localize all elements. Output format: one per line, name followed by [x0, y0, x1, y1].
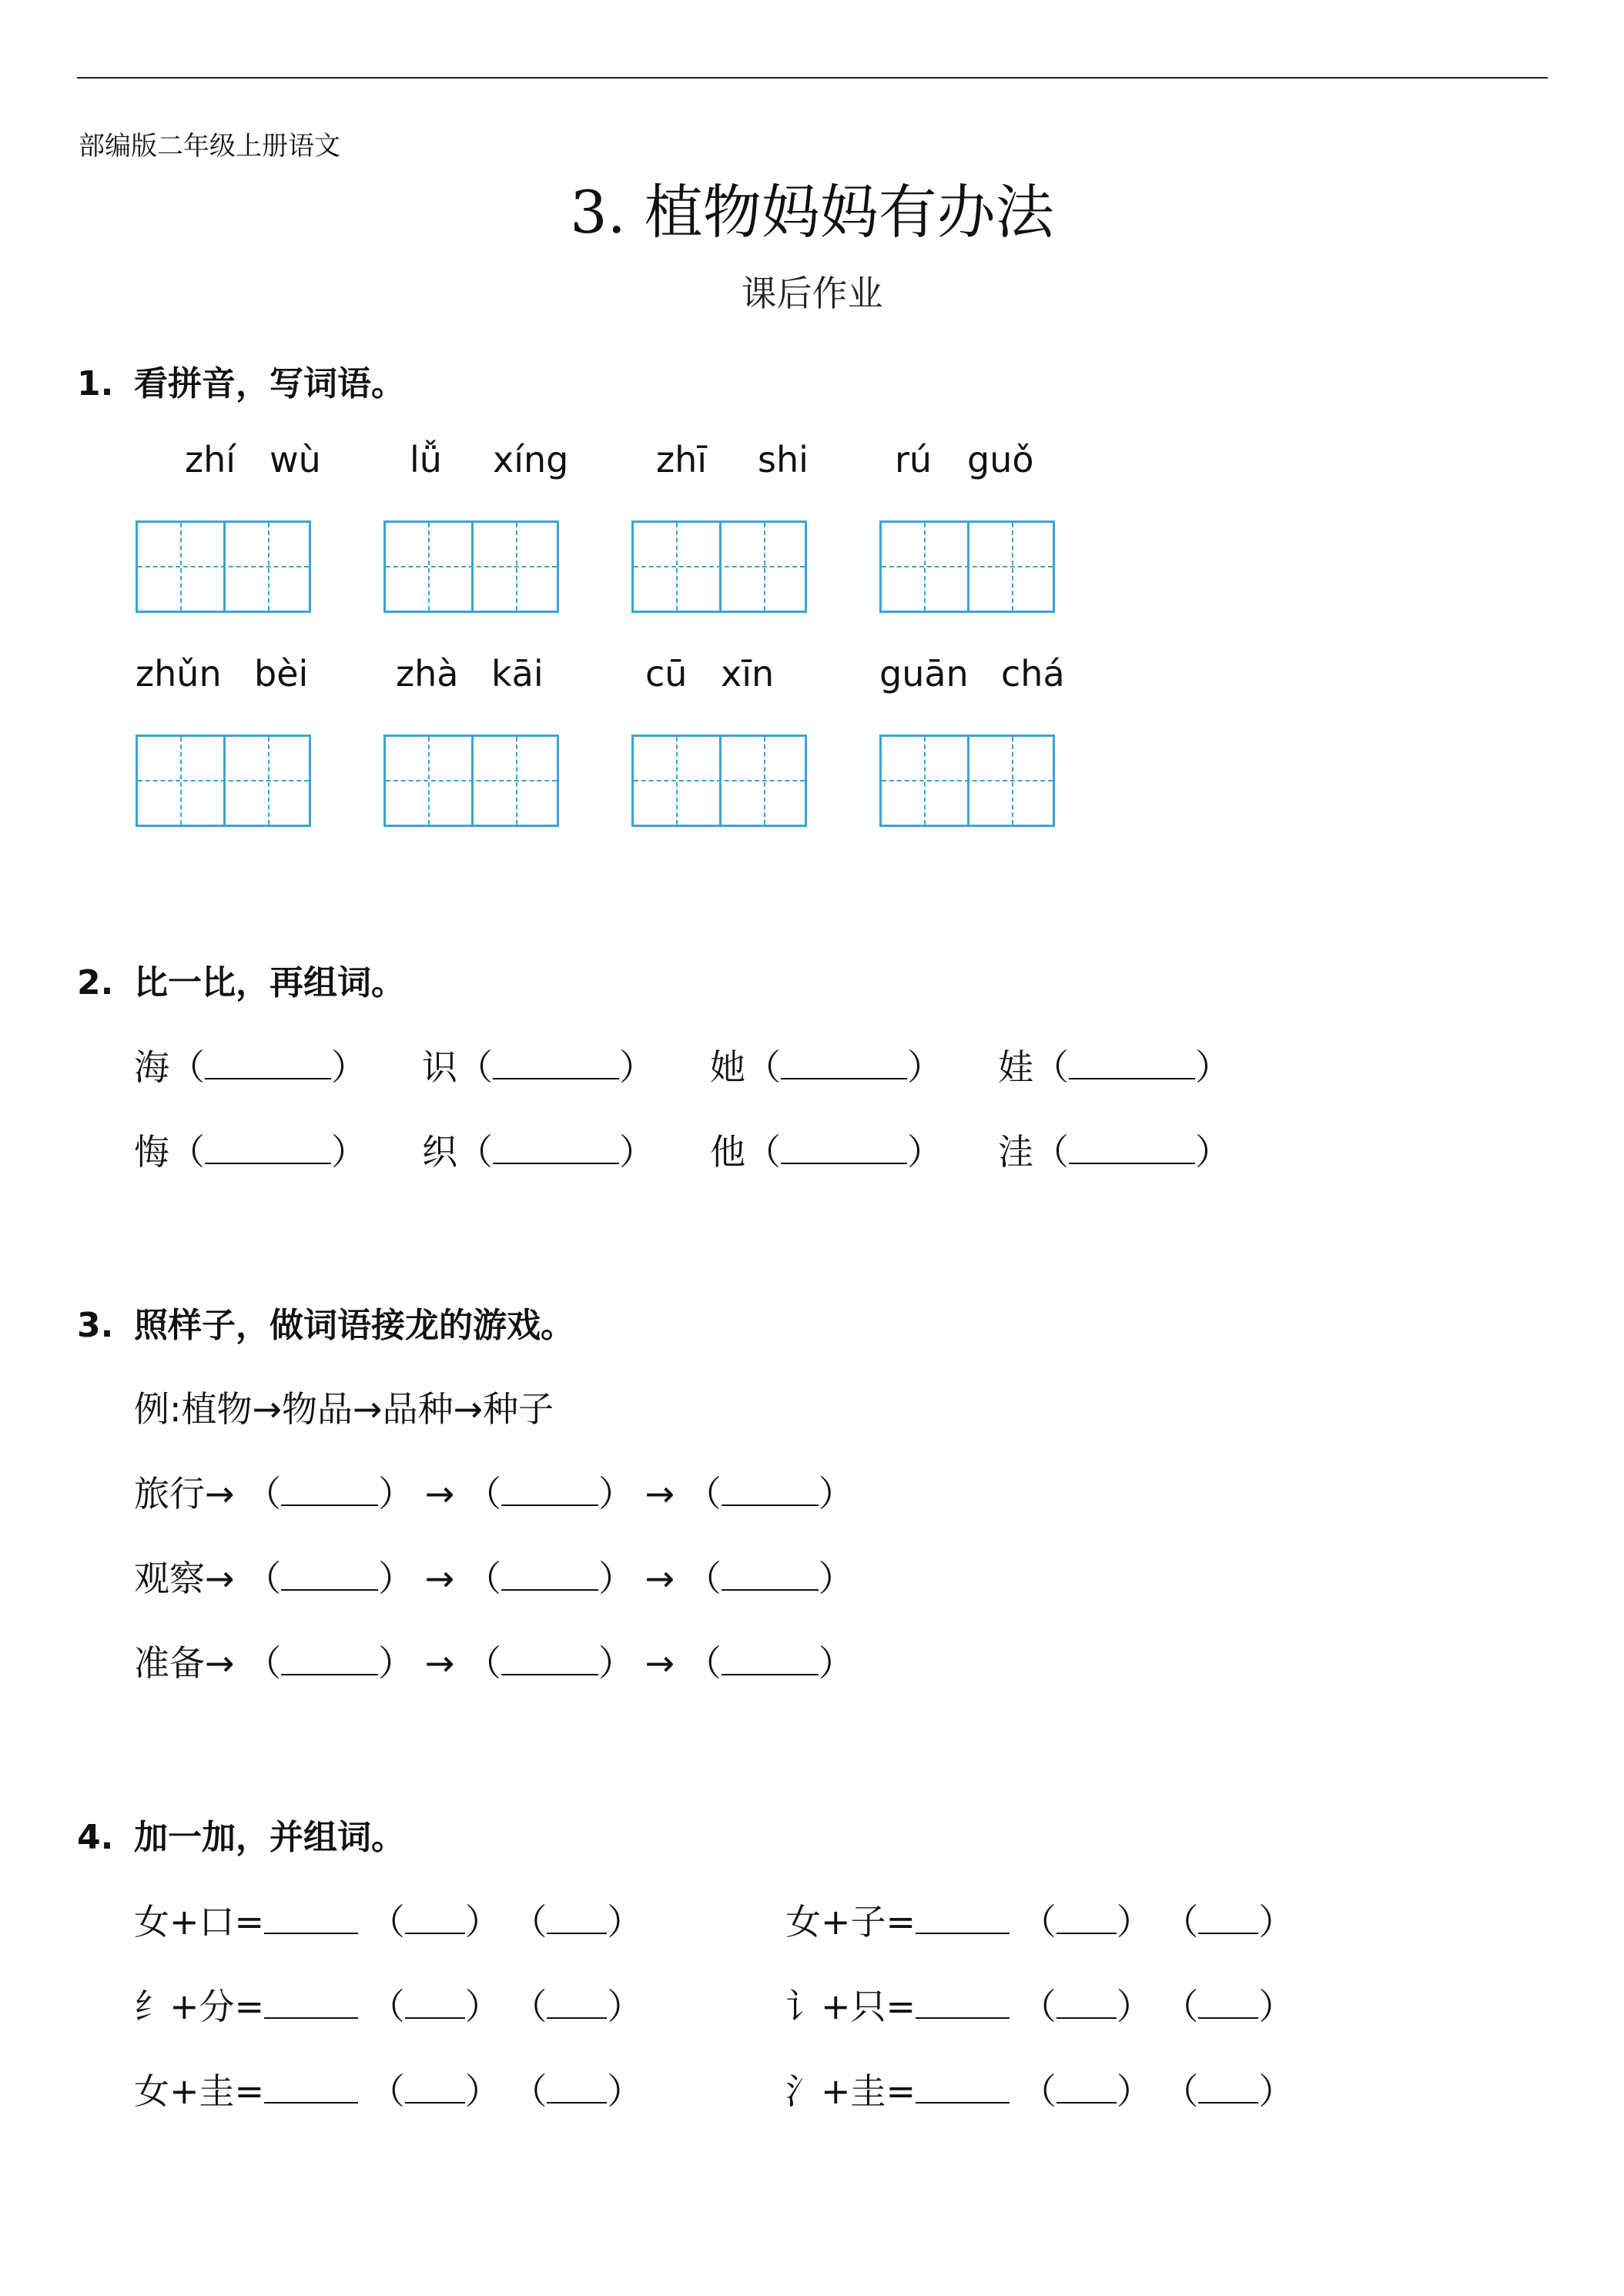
page-title: [0, 166, 1624, 249]
pinyin-syllable: wù: [270, 439, 321, 480]
writing-grid[interactable]: [383, 520, 559, 613]
q1-heading-text: 看拼音，写词语。: [134, 364, 405, 403]
q2-item: 织（ ）: [422, 1131, 655, 1173]
writing-grid[interactable]: [631, 735, 807, 827]
pinyin-syllable: zhí: [185, 439, 236, 480]
answer-blank[interactable]: [722, 1643, 819, 1675]
q2-item: 海（ ）: [134, 1046, 367, 1088]
answer-blank[interactable]: [405, 1986, 465, 2019]
writing-grid[interactable]: [631, 520, 807, 613]
q2-heading-text: 比一比，再组词。: [134, 963, 405, 1002]
q4-number: 4.: [77, 1818, 114, 1857]
pinyin-syllable: zhǔn: [136, 653, 222, 694]
q4-item: 讠+只= （ ） （ ）: [785, 1986, 1294, 2027]
top-rule: [77, 77, 1548, 79]
answer-blank[interactable]: [547, 1986, 607, 2019]
pinyin-syllable: zhà: [396, 653, 459, 694]
answer-blank[interactable]: [205, 1047, 331, 1079]
q2-char: 识: [422, 1046, 457, 1088]
title-text: 植物妈妈有办法: [644, 178, 1054, 246]
q4-item: 女+圭= （ ） （ ）: [134, 2070, 643, 2112]
answer-blank[interactable]: [205, 1132, 331, 1164]
q2-char: 海: [134, 1046, 169, 1088]
q2-char: 悔: [134, 1131, 169, 1173]
answer-blank[interactable]: [1198, 1902, 1258, 1934]
q2-item: 她（ ）: [710, 1046, 943, 1088]
answer-blank[interactable]: [281, 1474, 378, 1506]
q2-char: 织: [422, 1131, 457, 1173]
writing-grid[interactable]: [136, 735, 311, 827]
answer-blank[interactable]: [493, 1132, 619, 1164]
q2-item: 悔（ ）: [134, 1131, 367, 1173]
answer-blank[interactable]: [916, 1986, 1010, 2019]
q2-char: 娃: [998, 1046, 1033, 1088]
answer-blank[interactable]: [722, 1558, 819, 1591]
answer-blank[interactable]: [1056, 1902, 1117, 1934]
q2-number: 2.: [77, 963, 114, 1002]
answer-blank[interactable]: [281, 1558, 378, 1591]
answer-blank[interactable]: [916, 2071, 1010, 2104]
q4-item: 女+子= （ ） （ ）: [785, 1901, 1294, 1943]
q4-heading-text: 加一加，并组词。: [134, 1818, 405, 1857]
q4-formula: 女+子=: [785, 1901, 916, 1943]
q3-chain-row: 准备→ （ ） → （ ） → （ ）: [134, 1642, 854, 1684]
q4-formula: 女+口=: [134, 1901, 265, 1943]
answer-blank[interactable]: [547, 2071, 607, 2104]
answer-blank[interactable]: [547, 1902, 607, 1934]
title-number: 3.: [570, 178, 626, 246]
answer-blank[interactable]: [501, 1643, 598, 1675]
q4-formula: 纟+分=: [134, 1986, 265, 2027]
answer-blank[interactable]: [1198, 2071, 1258, 2104]
q2-item: 他（ ）: [710, 1131, 943, 1173]
q2-item: 娃（ ）: [998, 1046, 1231, 1088]
pinyin-syllable: xīn: [721, 653, 775, 694]
pinyin-syllable: guǒ: [967, 439, 1034, 480]
answer-blank[interactable]: [1056, 1986, 1117, 2019]
q3-heading-text: 照样子，做词语接龙的游戏。: [134, 1306, 574, 1345]
answer-blank[interactable]: [501, 1558, 598, 1591]
q3-example: 例:植物→物品→品种→种子: [134, 1388, 554, 1430]
answer-blank[interactable]: [1056, 2071, 1117, 2104]
answer-blank[interactable]: [493, 1047, 619, 1079]
answer-blank[interactable]: [916, 1902, 1010, 1934]
pinyin-syllable: zhī: [656, 439, 708, 480]
q3-number: 3.: [77, 1306, 114, 1345]
q4-formula: 女+圭=: [134, 2070, 265, 2112]
q4-formula: 氵+圭=: [785, 2070, 916, 2112]
q2-char: 她: [710, 1046, 745, 1088]
q4-heading: [77, 1809, 405, 1859]
answer-blank[interactable]: [264, 1986, 358, 2019]
writing-grid[interactable]: [383, 735, 559, 827]
pinyin-syllable: kāi: [491, 653, 544, 694]
answer-blank[interactable]: [281, 1643, 378, 1675]
q2-char: 他: [710, 1131, 745, 1173]
q3-heading: [77, 1297, 574, 1347]
pinyin-syllable: cū: [645, 653, 688, 694]
answer-blank[interactable]: [1069, 1047, 1195, 1079]
q4-formula: 讠+只=: [785, 1986, 916, 2027]
answer-blank[interactable]: [781, 1132, 907, 1164]
writing-grid[interactable]: [136, 520, 311, 613]
q2-item: 洼（ ）: [998, 1131, 1231, 1173]
answer-blank[interactable]: [1069, 1132, 1195, 1164]
writing-grid[interactable]: [879, 520, 1055, 613]
pinyin-syllable: rú: [895, 439, 933, 480]
q4-item: 女+口= （ ） （ ）: [134, 1901, 643, 1943]
answer-blank[interactable]: [781, 1047, 907, 1079]
answer-blank[interactable]: [722, 1474, 819, 1506]
q2-item: 识（ ）: [422, 1046, 655, 1088]
textbook-label: 部编版二年级上册语文: [79, 131, 340, 162]
answer-blank[interactable]: [264, 1902, 358, 1934]
q3-chain-row: 观察→ （ ） → （ ） → （ ）: [134, 1558, 854, 1599]
pinyin-syllable: bèi: [254, 653, 309, 694]
q3-start-word: 旅行: [134, 1473, 205, 1514]
answer-blank[interactable]: [1198, 1986, 1258, 2019]
q3-start-word: 观察: [134, 1558, 205, 1599]
q1-number: 1.: [77, 364, 114, 403]
answer-blank[interactable]: [501, 1474, 598, 1506]
writing-grid[interactable]: [879, 735, 1055, 827]
pinyin-syllable: chá: [1001, 653, 1065, 694]
q3-start-word: 准备: [134, 1642, 205, 1684]
answer-blank[interactable]: [264, 2071, 358, 2104]
q2-char: 洼: [998, 1131, 1033, 1173]
q4-item: 氵+圭= （ ） （ ）: [785, 2070, 1294, 2112]
answer-blank[interactable]: [405, 1902, 465, 1934]
pinyin-syllable: xíng: [493, 439, 569, 480]
q2-heading: [77, 955, 405, 1004]
answer-blank[interactable]: [405, 2071, 465, 2104]
q3-chain-row: 旅行→ （ ） → （ ） → （ ）: [134, 1473, 854, 1514]
pinyin-syllable: shi: [758, 439, 809, 480]
page-subtitle: 课后作业: [741, 273, 883, 314]
pinyin-syllable: lǚ: [410, 439, 442, 480]
q1-heading: [77, 356, 405, 405]
q4-item: 纟+分= （ ） （ ）: [134, 1986, 643, 2027]
pinyin-syllable: guān: [879, 653, 969, 694]
